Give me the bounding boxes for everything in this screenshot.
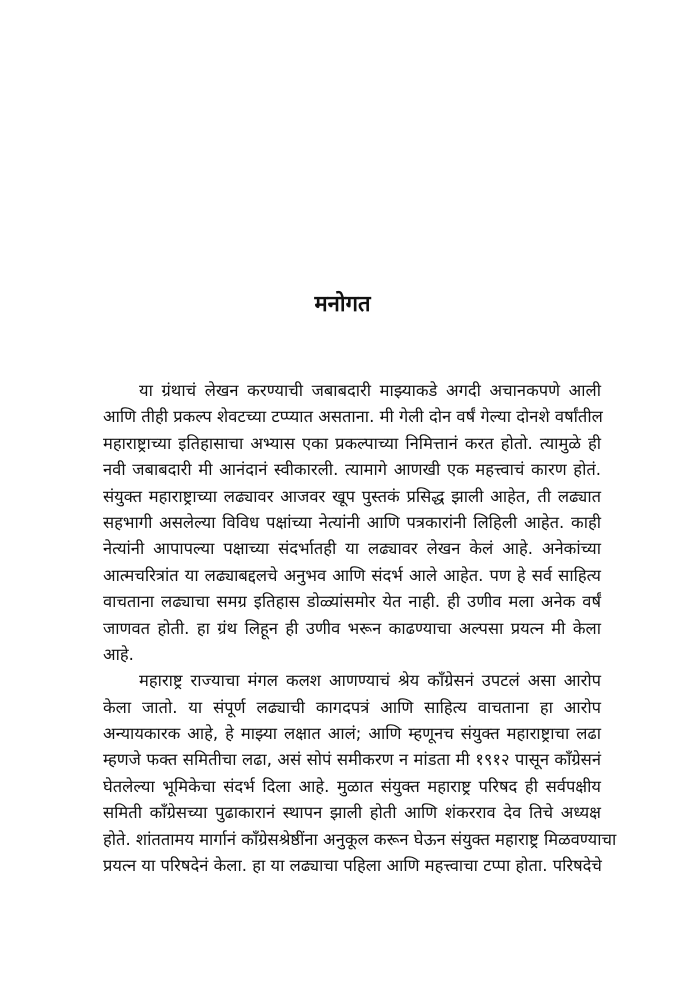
text-line: आणि तीही प्रकल्प शेवटच्या टप्प्यात असताना. मी गेली दोन वर्षं गेल्या दोनशे वर्षांतील bbox=[103, 407, 603, 427]
text-line: केला जातो. या संपूर्ण लढ्याची कागदपत्रं आणि साहित्य वाचताना हा आरोप bbox=[103, 697, 602, 717]
page-title: मनोगत bbox=[314, 292, 371, 317]
text-line: म्हणजे फक्त समितीचा लढा, असं सोपं समीकरण न मांडता मी १९१२ पासून काँग्रेसनं bbox=[103, 750, 601, 770]
paragraph-1 bbox=[103, 378, 601, 668]
text-line: नवी जबाबदारी मी आनंदानं स्वीकारली. त्यामागे आणखी एक महत्त्वाचं कारण होतं. bbox=[103, 460, 601, 480]
text-line: सहभागी असलेल्या विविध पक्षांच्या नेत्यांनी आणि पत्रकारांनी लिहिली आहेत. काही bbox=[103, 512, 601, 532]
text-line: घेतलेल्या भूमिकेचा संदर्भ दिला आहे. मुळात संयुक्त महाराष्ट्र परिषद ही सर्वपक्षीय bbox=[103, 776, 601, 796]
body-text bbox=[103, 378, 617, 879]
text-line: आत्मचरित्रांत या लढ्याबद्दलचे अनुभव आणि संदर्भ आले आहेत. पण हे सर्व साहित्य bbox=[103, 565, 601, 585]
text-line: जाणवत होती. हा ग्रंथ लिहून ही उणीव भरून काढण्याचा अल्पसा प्रयत्न मी केला bbox=[103, 618, 601, 638]
text-line: होते. शांततामय मार्गानं काँग्रेसश्रेष्ठींना अनुकूल करून घेऊन संयुक्त महाराष्ट्र मिळवण्याचा bbox=[103, 829, 617, 849]
text-line: महाराष्ट्राच्या इतिहासाचा अभ्यास एका प्रकल्पाच्या निमित्तानं करत होतो. त्यामुळे ही bbox=[103, 433, 601, 453]
text-line: या ग्रंथाचं लेखन करण्याची जबाबदारी माझ्याकडे अगदी अचानकपणे आली bbox=[139, 381, 601, 400]
text-line: आहे. bbox=[103, 644, 134, 664]
text-line: प्रयत्न या परिषदेनं केला. हा या लढ्याचा पहिला आणि महत्त्वाचा टप्पा होता. परिषदेचे bbox=[103, 856, 602, 876]
paragraph-2 bbox=[103, 668, 617, 879]
text-line: महाराष्ट्र राज्याचा मंगल कलश आणण्याचं श्रेय काँग्रेसनं उपटलं असा आरोप bbox=[139, 671, 601, 691]
text-line: समिती काँग्रेसच्या पुढाकारानं स्थापन झाली होती आणि शंकरराव देव तिचे अध्यक्ष bbox=[103, 803, 601, 823]
text-line: नेत्यांनी आपापल्या पक्षाच्या संदर्भातही या लढ्यावर लेखन केलं आहे. अनेकांच्या bbox=[103, 539, 601, 559]
text-line: संयुक्त महाराष्ट्राच्या लढ्यावर आजवर खूप पुस्तकं प्रसिद्ध झाली आहेत, ती लढ्यात bbox=[103, 486, 601, 506]
text-line: अन्यायकारक आहे, हे माझ्या लक्षात आलं; आणि म्हणूनच संयुक्त महाराष्ट्राचा लढा bbox=[103, 724, 601, 744]
text-line: वाचताना लढ्याचा समग्र इतिहास डोळ्यांसमोर येत नाही. ही उणीव मला अनेक वर्षं bbox=[103, 592, 601, 612]
